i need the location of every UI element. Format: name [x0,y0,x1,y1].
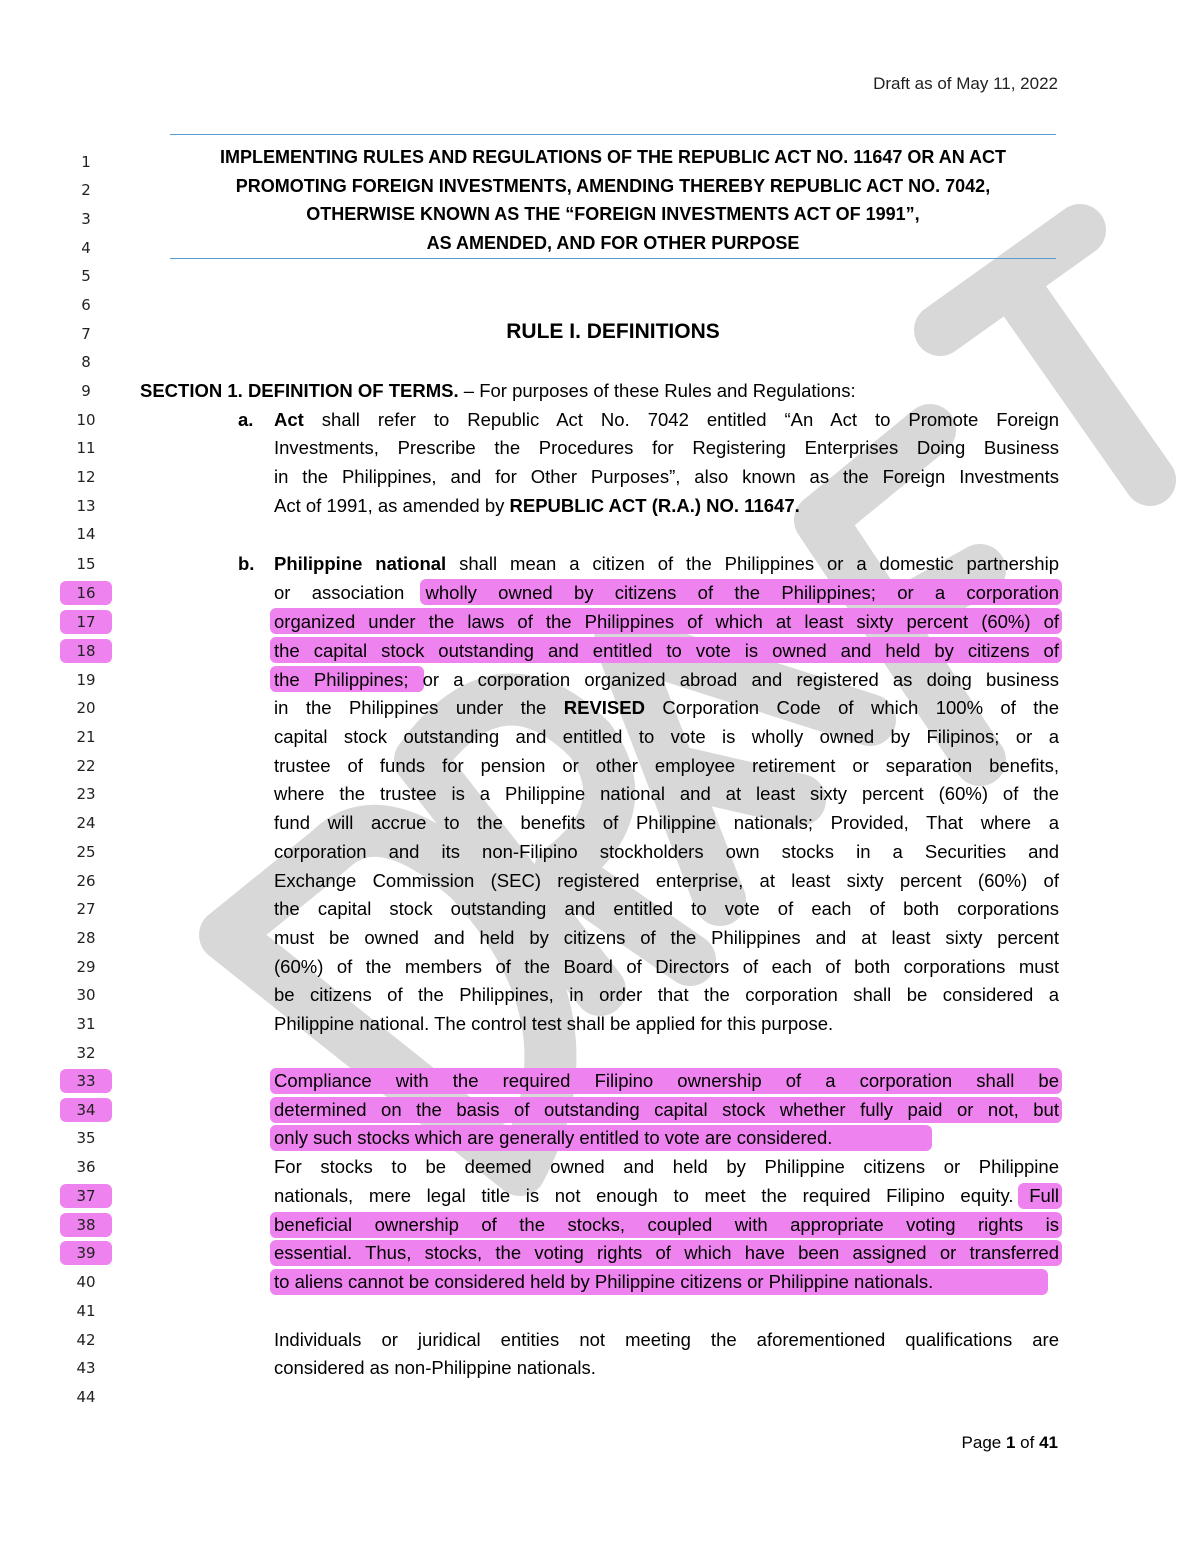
ownership-line-5: to aliens cannot be considered held by Philippine citizens or Philippine nationals. [274,1271,934,1292]
item-b-line-5 [274,666,1059,694]
line-number: 16 [60,581,112,605]
line-number: 13 [76,497,96,515]
rule-heading: RULE I. DEFINITIONS [506,320,720,343]
line-number: 28 [76,929,96,947]
line-number: 18 [60,639,112,663]
line-number: 5 [81,267,91,285]
item-a-line-3: in the Philippines, and for Other Purposes”, also known as the Foreign Investments [274,466,1059,487]
title-line-4: AS AMENDED, AND FOR OTHER PURPOSE [426,233,800,253]
item-b-term: Philippine national [274,553,447,574]
item-b-line-1-text: shall mean a citizen of the Philippines or a domestic partnership [446,553,1059,574]
item-b-line-6-text: in the Philippines under the [274,697,564,718]
line-number: 15 [76,555,96,573]
line-number: 7 [81,325,91,343]
line-number: 6 [81,296,91,314]
draft-date-header: Draft as of May 11, 2022 [873,74,1058,93]
line-number: 34 [60,1098,112,1122]
item-b-line-6 [274,694,1059,722]
ownership-line-1: For stocks to be deemed owned and held by Philippine citizens or Philippine [274,1156,1059,1177]
item-b-line-6-rest: Corporation Code of which 100% of the [644,697,1060,718]
line-number: 43 [76,1359,96,1377]
line-number: 42 [76,1331,96,1349]
item-b-line-4: the capital stock outstanding and entitled to vote is owned and held by citizens of [274,640,1059,661]
line-number: 3 [81,210,91,228]
line-number: 25 [76,843,96,861]
line-number: 26 [76,872,96,890]
line-number: 14 [76,525,96,543]
line-number: 1 [81,153,91,171]
section-1-heading: SECTION 1. DEFINITION OF TERMS. [140,380,459,401]
line-number: 32 [76,1044,96,1062]
line-number: 4 [81,239,91,257]
item-b-line-2-text: or association [274,582,426,603]
item-b-line-9: where the trustee is a Philippine national and at least sixty percent (60%) of the [274,783,1059,804]
line-number: 12 [76,468,96,486]
item-a-line-1 [274,406,1059,434]
line-number: 30 [76,986,96,1004]
line-number: 2 [81,181,91,199]
line-number: 23 [76,785,96,803]
line-number: 37 [60,1184,112,1208]
compliance-line-2: determined on the basis of outstanding capital stock whether fully paid or not, but [274,1099,1059,1120]
footer-total-pages: 41 [1039,1433,1058,1452]
item-a-line-1-text: shall refer to Republic Act No. 7042 entitled “An Act to Promote Foreign [303,409,1059,430]
line-number: 29 [76,958,96,976]
page-footer [962,1433,1058,1453]
line-number: 10 [76,411,96,429]
line-number: 27 [76,900,96,918]
item-b-marker: b. [238,553,255,574]
footer-of-label: of [1015,1433,1040,1452]
title-top-rule [170,134,1056,135]
item-a-ra-reference: REPUBLIC ACT (R.A.) NO. 11647. [509,495,800,516]
footer-page-label: Page [961,1433,1006,1452]
line-number: 9 [81,382,91,400]
item-a-line-4-text: Act of 1991, as amended by [274,495,510,516]
item-b-line-11: corporation and its non-Filipino stockholders own stocks in a Securities and [274,841,1059,862]
section-1-line [140,377,1040,405]
non-nationals-line-2: considered as non-Philippine nationals. [274,1357,596,1378]
line-number: 17 [60,610,112,634]
item-b-line-16: be citizens of the Philippines, in order that the corporation shall be considered a [274,984,1059,1005]
ownership-line-2-text: nationals, mere legal title is not enough to meet the required Filipino equity. [274,1185,1030,1206]
item-b-line-8: trustee of funds for pension or other employee retirement or separation benefits, [274,755,1059,776]
title-line-3: OTHERWISE KNOWN AS THE “FOREIGN INVESTMENTS ACT OF 1991”, [306,204,920,224]
line-number: 21 [76,728,96,746]
line-number: 36 [76,1158,96,1176]
line-number: 24 [76,814,96,832]
ownership-line-2-highlighted: Full [1029,1185,1059,1206]
line-number: 22 [76,757,96,775]
line-number: 44 [76,1388,96,1406]
item-b-line-15: (60%) of the members of the Board of Directors of each of both corporations must [274,956,1059,977]
item-b-line-10: fund will accrue to the benefits of Philippine nationals; Provided, That where a [274,812,1059,833]
non-nationals-line-1: Individuals or juridical entities not meeting the aforementioned qualifications are [274,1329,1059,1350]
line-number: 19 [76,671,96,689]
line-number: 33 [60,1069,112,1093]
title-line-1: IMPLEMENTING RULES AND REGULATIONS OF THE REPUBLIC ACT NO. 11647 OR AN ACT [219,147,1007,167]
line-number: 20 [76,699,96,717]
line-number: 31 [76,1015,96,1033]
title-line-2: PROMOTING FOREIGN INVESTMENTS, AMENDING THEREBY REPUBLIC ACT NO. 7042, [235,176,991,196]
section-1-intro: – For purposes of these Rules and Regulations: [458,380,856,401]
item-b-line-13: the capital stock outstanding and entitled to vote of each of both corporations [274,898,1059,919]
item-b-line-2 [274,579,1059,607]
line-number: 38 [60,1213,112,1237]
item-b-revised: REVISED [563,697,645,718]
item-b-line-7: capital stock outstanding and entitled to vote is wholly owned by Filipinos; or a [274,726,1059,747]
item-b-line-2-highlighted: wholly owned by citizens of the Philippines; or a corporation [425,582,1059,603]
item-b-line-5-text: or a corporation organized abroad and registered as doing business [408,669,1059,690]
line-number: 40 [76,1273,96,1291]
item-a-line-4 [274,492,1059,520]
item-b-line-5-highlighted: the Philippines; [274,669,409,690]
line-number: 39 [60,1241,112,1265]
compliance-line-3: only such stocks which are generally entitled to vote are considered. [274,1127,833,1148]
item-b-line-17: Philippine national. The control test shall be applied for this purpose. [274,1013,834,1034]
line-number: 11 [76,439,96,457]
line-number: 35 [76,1129,96,1147]
ownership-line-3: beneficial ownership of the stocks, coupled with appropriate voting rights is [274,1214,1059,1235]
item-a-marker: a. [238,409,254,430]
ownership-line-2 [274,1182,1059,1210]
item-a-term: Act [274,409,304,430]
item-b-line-1 [274,550,1059,578]
line-number: 41 [76,1302,96,1320]
footer-current-page: 1 [1005,1433,1016,1452]
item-b-line-14: must be owned and held by citizens of the Philippines and at least sixty percent [274,927,1059,948]
item-b-line-12: Exchange Commission (SEC) registered enterprise, at least sixty percent (60%) of [274,870,1059,891]
item-a-line-2: Investments, Prescribe the Procedures for Registering Enterprises Doing Business [274,437,1059,458]
line-number: 8 [81,353,91,371]
item-b-line-3: organized under the laws of the Philippines of which at least sixty percent (60%) of [274,611,1059,632]
compliance-line-1: Compliance with the required Filipino ownership of a corporation shall be [274,1070,1059,1091]
title-bottom-rule [170,258,1056,259]
ownership-line-4: essential. Thus, stocks, the voting rights of which have been assigned or transferred [274,1242,1059,1263]
